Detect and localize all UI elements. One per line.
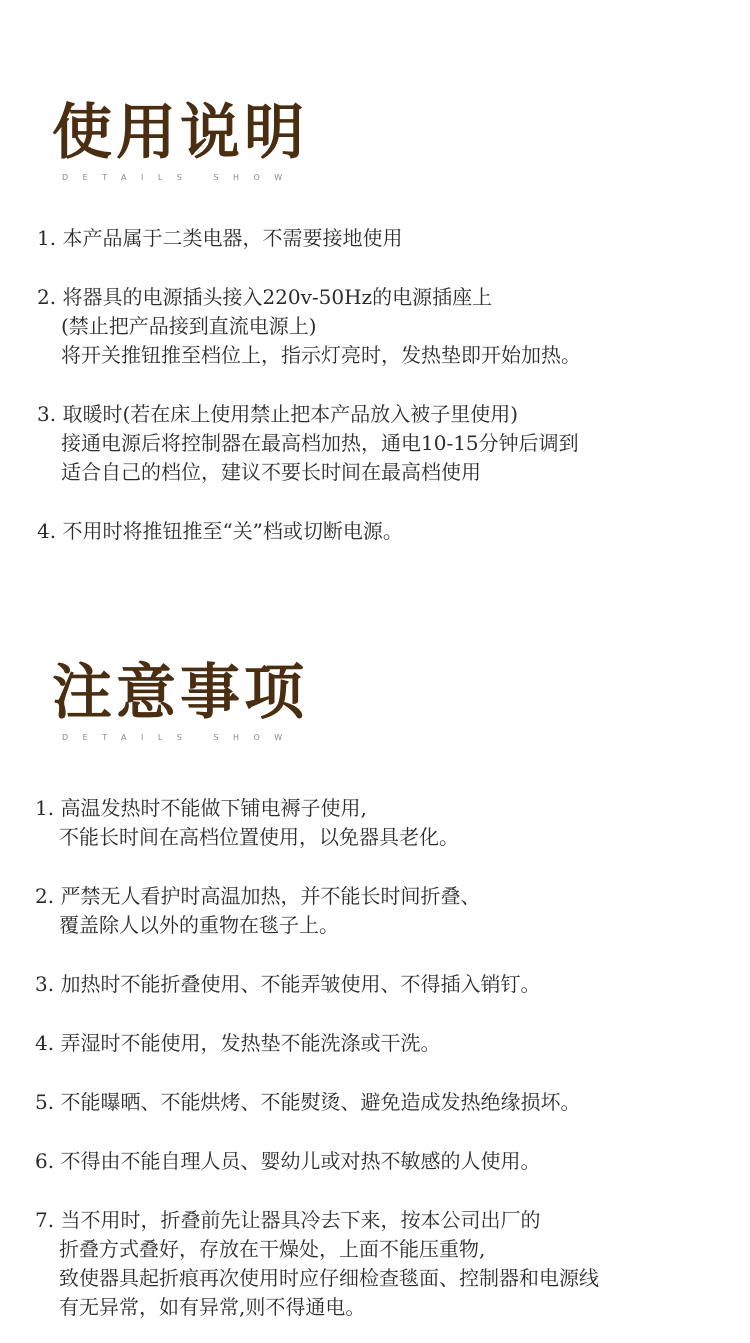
item-line: 有无异常，如有异常,则不得通电。 <box>59 1295 366 1319</box>
caution-item-2 <box>35 882 599 940</box>
item-line: 4. 不用时将推钮推至“关”档或切断电源。 <box>37 519 403 543</box>
caution-item-5 <box>35 1088 599 1117</box>
instructions-title: 使用说明 <box>52 98 308 168</box>
item-line: 2. 将器具的电源插头接入220v-50Hz的电源插座上 <box>37 285 493 309</box>
instructions-list <box>37 224 581 546</box>
item-line: 将开关推钮推至档位上，指示灯亮时，发热垫即开始加热。 <box>61 343 581 367</box>
item-line: 6. 不得由不能自理人员、婴幼儿或对热不敏感的人使用。 <box>35 1149 541 1173</box>
instruction-item-4 <box>37 517 581 546</box>
cautions-title: 注意事项 <box>52 658 308 728</box>
caution-item-6 <box>35 1147 599 1176</box>
item-line: 适合自己的档位，建议不要长时间在最高档使用 <box>61 460 481 484</box>
cautions-section <box>0 600 750 1343</box>
item-line: 覆盖除人以外的重物在毯子上。 <box>59 913 339 937</box>
instruction-item-2 <box>37 283 581 370</box>
instruction-item-3 <box>37 400 581 487</box>
caution-item-4 <box>35 1029 599 1058</box>
item-line: 不能长时间在高档位置使用，以免器具老化。 <box>59 825 459 849</box>
item-line: 4. 弄湿时不能使用，发热垫不能洗涤或干洗。 <box>35 1031 441 1055</box>
item-line: (禁止把产品接到直流电源上) <box>61 314 317 338</box>
item-line: 3. 加热时不能折叠使用、不能弄皱使用、不得插入销钉。 <box>35 972 541 996</box>
item-line: 2. 严禁无人看护时高温加热，并不能长时间折叠、 <box>35 884 481 908</box>
instructions-subtitle: DETAILS SHOW <box>62 173 297 182</box>
caution-item-1 <box>35 794 599 852</box>
item-line: 7. 当不用时，折叠前先让器具冷去下来，按本公司出厂的 <box>35 1208 541 1232</box>
item-line: 折叠方式叠好，存放在干燥处，上面不能压重物, <box>59 1237 486 1261</box>
instructions-section <box>0 0 750 600</box>
item-line: 5. 不能曝晒、不能烘烤、不能熨烫、避免造成发热绝缘损坏。 <box>35 1090 581 1114</box>
item-line: 3. 取暖时(若在床上使用禁止把本产品放入被子里使用) <box>37 402 519 426</box>
item-line: 接通电源后将控制器在最高档加热，通电10-15分钟后调到 <box>61 431 579 455</box>
cautions-subtitle: DETAILS SHOW <box>62 733 297 742</box>
cautions-list <box>35 794 599 1322</box>
item-line: 1. 高温发热时不能做下铺电褥子使用, <box>35 796 367 820</box>
caution-item-3 <box>35 970 599 999</box>
item-line: 1. 本产品属于二类电器，不需要接地使用 <box>37 226 403 250</box>
caution-item-7 <box>35 1206 599 1322</box>
item-line: 致使器具起折痕再次使用时应仔细检查毯面、控制器和电源线 <box>59 1266 599 1290</box>
instruction-item-1 <box>37 224 581 253</box>
